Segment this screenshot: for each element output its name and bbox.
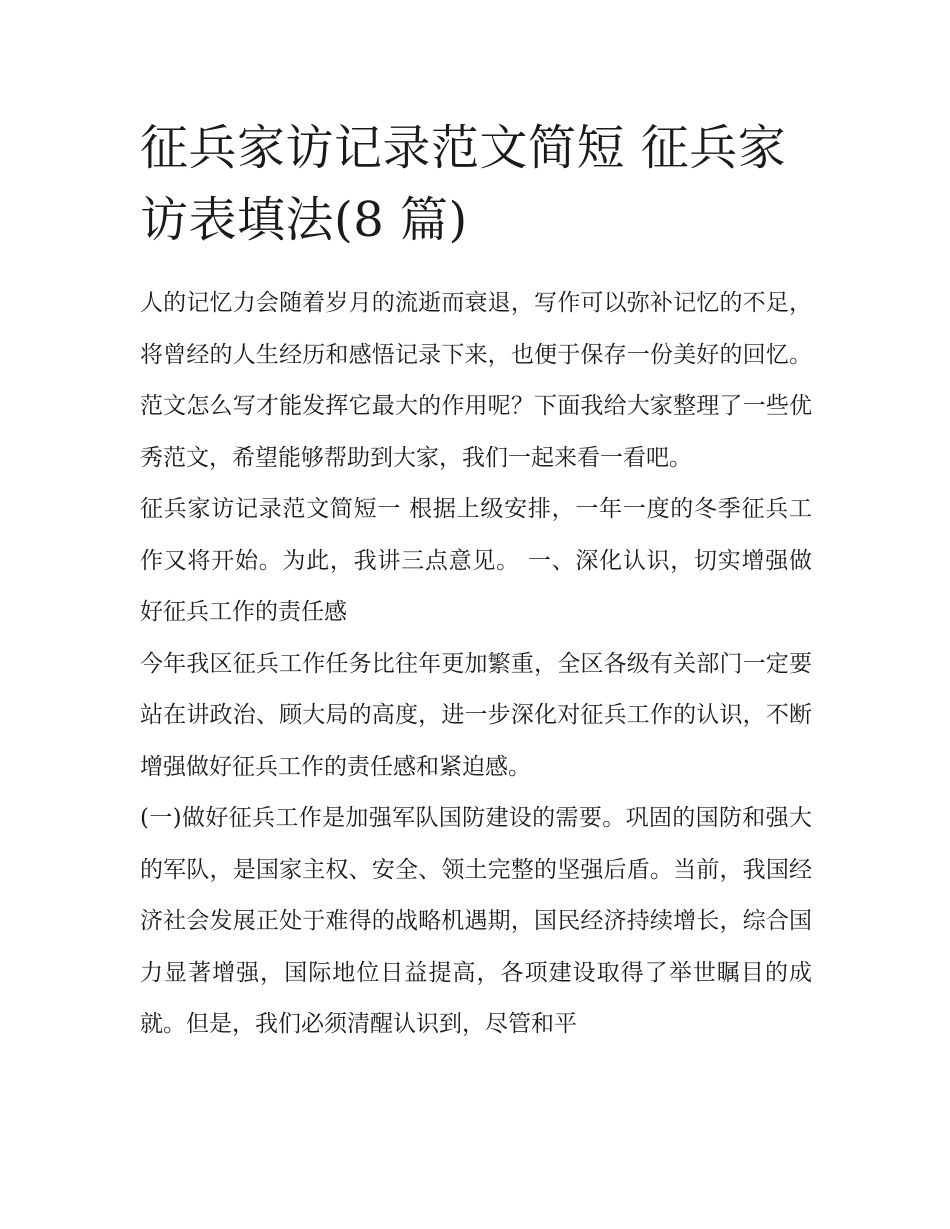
document-title: 征兵家访记录范文简短 征兵家访表填法(8 篇) xyxy=(140,120,787,248)
paragraph-responsibility: 今年我区征兵工作任务比往年更加繁重，全区各级有关部门一定要站在讲政治、顾大局的高度，进一步深化对征兵工作的认识，不断增强做好征兵工作的责任感和紧迫感。 xyxy=(140,650,812,780)
document-page xyxy=(140,112,812,1051)
paragraph-point-one: (一)做好征兵工作是加强军队国防建设的需要。巩固的国防和强大的军队，是国家主权、安全、领土完整的坚强后盾。当前，我国经济社会发展正处于难得的战略机遇期，国民经济持续增长，综合国力显著增强，国际地位日益提高，各项建设取得了举世瞩目的成就。但是，我们必须清醒认识到，尽管和平 xyxy=(140,805,812,1037)
paragraph-section-one: 征兵家访记录范文简短一 根据上级安排，一年一度的冬季征兵工作又将开始。为此，我讲三点意见。 一、深化认识，切实增强做好征兵工作的责任感 xyxy=(140,496,812,625)
paragraph-intro: 人的记忆力会随着岁月的流逝而衰退，写作可以弥补记忆的不足，将曾经的人生经历和感悟记录下来，也便于保存一份美好的回忆。范文怎么写才能发挥它最大的作用呢？下面我给大家整理了一些优秀范文，希望能够帮助到大家，我们一起来看一看吧。 xyxy=(140,290,812,471)
